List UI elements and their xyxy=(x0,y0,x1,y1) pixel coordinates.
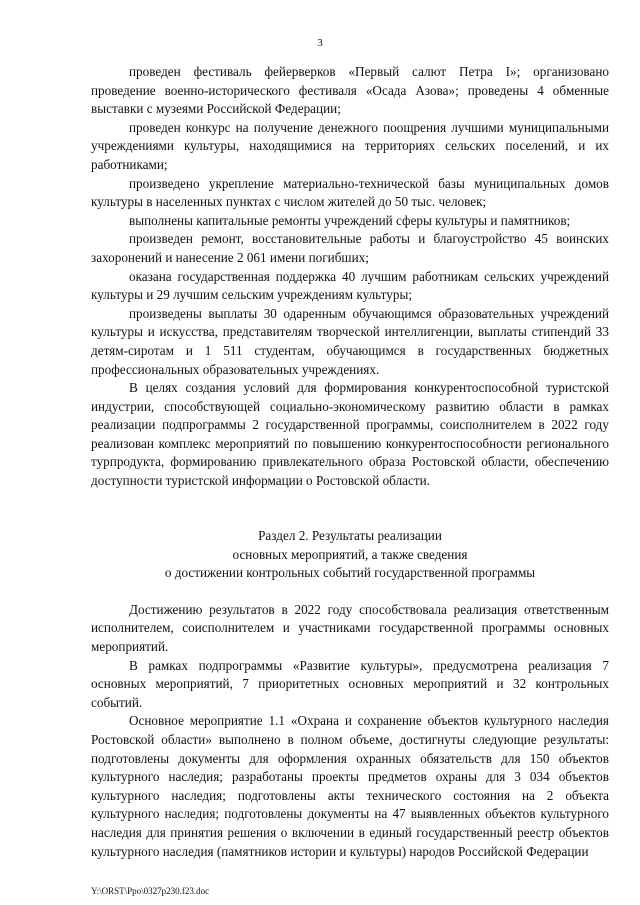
section-heading-line: основных мероприятий, а также сведения xyxy=(232,546,468,562)
section-heading xyxy=(91,527,609,583)
paragraph-subprogram: В рамках подпрограммы «Развитие культуры», предусмотрена реализация 7 основных мероприятий, 7 приоритетных основных мероприятий и 32 контрольных событий. xyxy=(91,657,609,710)
body-text xyxy=(91,63,609,491)
paragraph-war-graves: произведен ремонт, восстановительные работы и благоустройство 45 воинских захоронений и нанесение 2 061 имени погибших; xyxy=(91,231,609,265)
section-2 xyxy=(91,527,609,861)
paragraph-culture-houses: произведено укрепление материально-технической базы муниципальных домов культуры в населенных пунктах с числом жителей до 50 тыс. человек; xyxy=(91,175,609,210)
paragraph-payments: произведены выплаты 30 одаренным обучающимся образовательных учреждений культуры и искусства, представителям творческой интеллигенции, выплаты стипендий 33 детям-сиротам и 1 511 студентам, обучающимся в государственных бюджетных профессиональных образовательных учреждениях. xyxy=(91,305,609,377)
paragraph-contest: проведен конкурс на получение денежного поощрения лучшими муниципальными учреждениями культуры, находящимися на территориях сельских поселений, и их работниками; xyxy=(91,119,609,172)
section-heading-line: Раздел 2. Результаты реализации xyxy=(258,528,442,543)
page-number: 3 xyxy=(317,37,323,49)
paragraph-tourism: В целях создания условий для формирования конкурентоспособной туристской индустрии, способствующей социально-экономическому развитию области в рамках реализации подпрограммы 2 государственной программы, соисполнителем в 2022 году реализован комплекс мероприятий по повышению конкурентоспособности регионального турпродукта, формированию привлекательного образа Ростовской области, обеспечению доступности туристской информации о Ростовской области. xyxy=(91,380,609,489)
paragraph-state-support: оказана государственная поддержка 40 лучшим работникам сельских учреждений культуры и 29 лучшим сельским учреждениям культуры; xyxy=(91,268,609,303)
file-path-footer: Y:\ORST\Ppo\0327p230.f23.doc xyxy=(91,886,210,896)
paragraph-measure-1-1: Основное мероприятие 1.1 «Охрана и сохранение объектов культурного наследия Ростовской области» выполнено в полном объеме, достигнуты следующие результаты: подготовлены документы для оформления охранных обязательств для 150 объектов культурного наследия; разработаны проекты предметов охраны для 3 034 объектов культурного наследия; подготовлены акты технического состояния на 2 объекта культурного наследия; подготовлены документы на 47 выявленных объектов культурного наследия для принятия решения о включении в единый государственный реестр объектов культурного наследия (памятников истории и культуры) народов Российской Федерации xyxy=(91,713,609,859)
section-heading-line: о достижении контрольных событий государственной программы xyxy=(164,565,536,581)
paragraph-achievement: Достижению результатов в 2022 году способствовала реализация ответственным исполнителем, соисполнителем и участниками государственной программы основных мероприятий. xyxy=(91,601,609,654)
paragraph-fireworks: проведен фестиваль фейерверков «Первый салют Петра I»; организовано проведение военно-исторического фестиваля «Осада Азова»; проведены 4 обменные выставки с музеями Российской Федерации; xyxy=(91,64,609,117)
paragraph-repairs: выполнены капитальные ремонты учреждений сферы культуры и памятников; xyxy=(129,212,571,228)
